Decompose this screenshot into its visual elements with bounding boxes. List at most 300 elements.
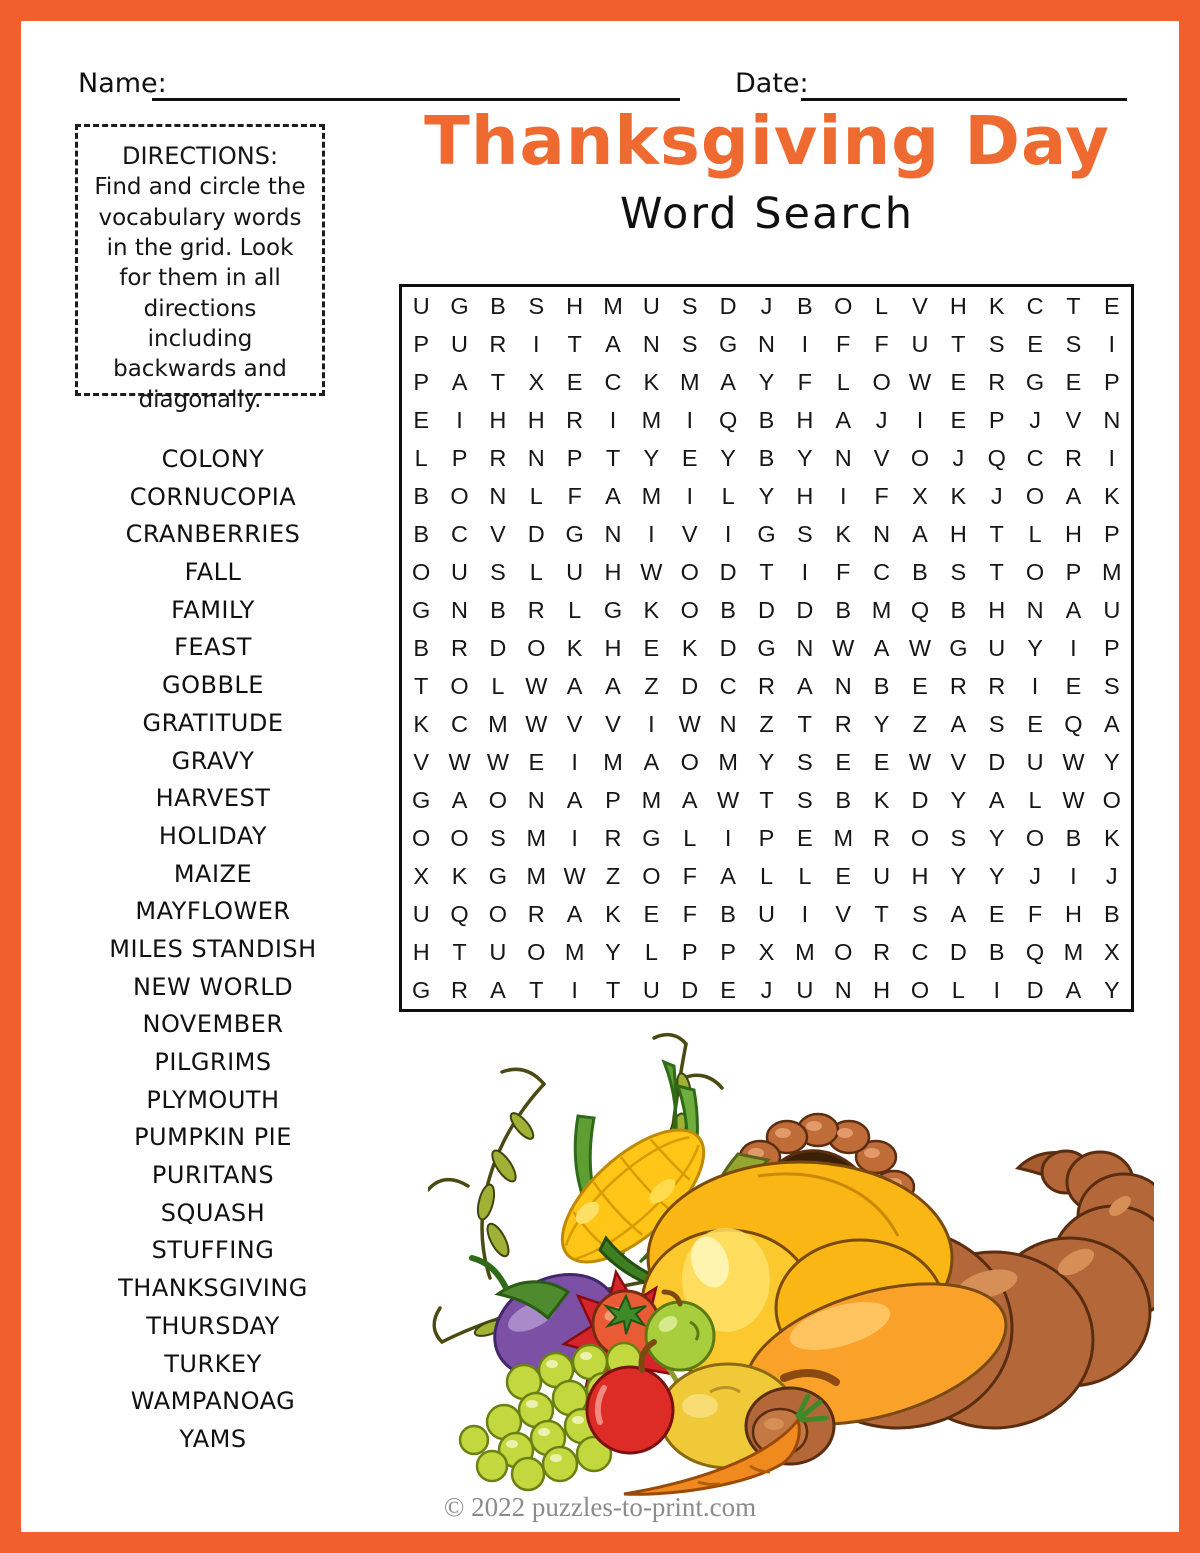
- grid-letter: Y: [720, 444, 736, 471]
- grid-letter: R: [527, 596, 545, 623]
- directions-heading: DIRECTIONS:: [121, 142, 279, 170]
- grid-letter: E: [720, 976, 736, 1003]
- grid-letter: O: [527, 634, 546, 661]
- grid-letter: F: [682, 862, 697, 889]
- grid-letter: F: [682, 900, 697, 927]
- grid-letter: P: [605, 786, 621, 813]
- grid-letter: E: [1027, 710, 1043, 737]
- grid-letter: I: [1070, 862, 1077, 889]
- grid-letter: B: [835, 596, 852, 623]
- grid-letter: N: [1026, 596, 1044, 623]
- grid-letter: I: [1070, 634, 1077, 661]
- grid-letter: M: [718, 748, 738, 775]
- grid-letter: A: [1103, 710, 1120, 737]
- grid-letter: E: [912, 672, 928, 699]
- grid-letter: G: [1025, 368, 1045, 395]
- grid-letter: A: [1065, 976, 1082, 1003]
- grid-letter: T: [797, 710, 813, 737]
- grid-letter: P: [681, 938, 698, 965]
- grid-letter: D: [719, 292, 737, 319]
- word-grid[interactable]: [399, 284, 1134, 1012]
- grid-letter: Y: [1103, 748, 1120, 775]
- grid-letter: G: [412, 596, 431, 623]
- grid-letter: M: [1063, 938, 1084, 965]
- grid-letter: O: [450, 824, 469, 851]
- grid-letter: D: [489, 634, 507, 661]
- grid-letter: Y: [797, 444, 813, 471]
- grid-letter: K: [643, 596, 660, 623]
- grid-letter: M: [833, 824, 854, 851]
- grid-letter: O: [1025, 824, 1045, 851]
- grid-letter: A: [681, 786, 698, 813]
- grid-letter: I: [648, 520, 655, 547]
- grid-letter: Z: [644, 672, 659, 699]
- grid-letter: H: [604, 558, 622, 585]
- grid-letter: K: [566, 634, 583, 661]
- grid-letter: I: [1031, 672, 1039, 699]
- grid-letter: R: [1064, 444, 1082, 471]
- grid-letter: S: [681, 292, 698, 319]
- grid-letter: Z: [759, 710, 774, 737]
- grid-letter: O: [680, 748, 699, 775]
- grid-letter: U: [988, 634, 1006, 661]
- grid-letter: K: [835, 520, 852, 547]
- grid-letter: T: [759, 786, 774, 813]
- grid-letter: I: [724, 520, 732, 547]
- grid-letter: Y: [1027, 634, 1043, 661]
- name-label: Name:: [78, 68, 167, 99]
- grid-letter: P: [1065, 558, 1082, 585]
- grid-letter: E: [950, 406, 967, 433]
- grid-letter: K: [873, 786, 890, 813]
- grid-letter: S: [528, 292, 545, 319]
- grid-letter: P: [451, 444, 468, 471]
- grid-letter: G: [949, 634, 968, 661]
- grid-letter: Y: [1103, 976, 1120, 1003]
- grid-letter: I: [571, 824, 578, 851]
- grid-letter: R: [451, 634, 469, 661]
- grid-letter: T: [529, 976, 544, 1003]
- grid-letter: J: [760, 976, 773, 1003]
- grid-letter: N: [719, 710, 737, 737]
- grid-letter: E: [681, 444, 698, 471]
- grid-letter: G: [718, 330, 738, 357]
- grid-letter: M: [641, 786, 662, 813]
- grid-letter: T: [605, 976, 621, 1003]
- grid-letter: O: [1025, 558, 1045, 585]
- word-list-item: THANKSGIVING: [118, 1274, 308, 1303]
- grid-letter: L: [721, 482, 735, 509]
- grid-letter: B: [797, 292, 813, 319]
- grid-letter: T: [414, 672, 429, 699]
- page-subtitle: Word Search: [620, 189, 914, 239]
- grid-letter: R: [489, 444, 507, 471]
- grid-letter: V: [1065, 406, 1082, 433]
- grid-letter: M: [641, 406, 662, 433]
- grid-letter: P: [988, 406, 1005, 433]
- grid-letter: T: [605, 444, 621, 471]
- grid-letter: O: [412, 558, 431, 585]
- grid-letter: B: [1065, 824, 1082, 851]
- grid-letter: D: [1026, 976, 1044, 1003]
- grid-letter: L: [798, 862, 812, 889]
- grid-letter: W: [908, 748, 932, 775]
- grid-letter: L: [1028, 520, 1042, 547]
- grid-letter: Z: [912, 710, 928, 737]
- grid-letter: M: [641, 482, 662, 509]
- grid-letter: B: [1103, 900, 1120, 927]
- grid-letter: D: [719, 558, 737, 585]
- grid-letter: I: [571, 976, 578, 1003]
- title-block: [400, 102, 1134, 239]
- word-list-item: COLONY: [161, 445, 265, 473]
- grid-letter: M: [795, 938, 815, 965]
- grid-letter: F: [874, 330, 889, 357]
- grid-letter: H: [1064, 900, 1082, 927]
- word-list-item: PURITANS: [151, 1161, 275, 1190]
- grid-letter: N: [796, 634, 814, 661]
- grid-letter: H: [1064, 520, 1082, 547]
- grid-letter: N: [489, 482, 507, 509]
- grid-letter: E: [1027, 330, 1043, 357]
- grid-letter: Y: [873, 710, 890, 737]
- grid-letter: I: [1108, 444, 1116, 471]
- grid-letter: V: [413, 748, 430, 775]
- grid-letter: E: [528, 748, 545, 775]
- grid-letter: U: [1103, 596, 1121, 623]
- grid-letter: O: [488, 786, 508, 813]
- grid-letter: A: [912, 520, 928, 547]
- grid-letter: W: [832, 634, 855, 661]
- grid-letter: U: [642, 976, 660, 1003]
- grid-letter: P: [413, 368, 430, 395]
- grid-letter: B: [413, 482, 430, 509]
- grid-letter: D: [911, 786, 929, 813]
- grid-letter: L: [529, 558, 543, 585]
- grid-letter: O: [910, 444, 930, 471]
- word-list-item: FEAST: [174, 633, 252, 662]
- grid-letter: J: [952, 444, 965, 471]
- grid-letter: W: [717, 786, 740, 813]
- grid-letter: S: [1065, 330, 1082, 357]
- grid-letter: Y: [988, 862, 1005, 889]
- grid-letter: B: [758, 444, 775, 471]
- grid-letter: B: [490, 292, 506, 319]
- grid-letter: W: [448, 748, 471, 775]
- grid-letter: O: [834, 292, 853, 319]
- grid-letter: I: [801, 558, 809, 585]
- grid-letter: W: [1062, 748, 1085, 775]
- grid-letter: S: [797, 748, 813, 775]
- grid-letter: S: [681, 330, 698, 357]
- grid-letter: D: [681, 672, 699, 699]
- grid-letter: I: [609, 406, 617, 433]
- grid-letter: N: [758, 330, 775, 357]
- grid-letter: J: [875, 406, 888, 433]
- grid-letter: O: [450, 672, 469, 699]
- grid-letter: Q: [987, 444, 1006, 471]
- grid-letter: G: [642, 824, 661, 851]
- grid-letter: E: [1103, 292, 1120, 319]
- grid-letter: R: [566, 406, 584, 433]
- grid-letter: O: [450, 482, 469, 509]
- grid-letter: H: [949, 520, 967, 547]
- grid-letter: C: [604, 368, 622, 395]
- grid-letter: R: [758, 672, 775, 699]
- word-list-item: NOVEMBER: [142, 1010, 284, 1039]
- name-blank-line[interactable]: [152, 97, 680, 101]
- grid-letter: T: [490, 368, 506, 395]
- grid-letter: N: [604, 520, 622, 547]
- grid-letter: D: [949, 938, 967, 965]
- grid-letter: U: [451, 558, 469, 585]
- grid-letter: L: [951, 976, 965, 1003]
- grid-letter: S: [797, 520, 813, 547]
- grid-letter: N: [527, 786, 545, 813]
- grid-letter: Q: [910, 596, 930, 623]
- grid-letter: A: [1065, 482, 1082, 509]
- grid-letter: T: [989, 520, 1004, 547]
- grid-letter: W: [525, 710, 548, 737]
- grid-letter: S: [797, 786, 813, 813]
- grid-letter: V: [605, 710, 621, 737]
- grid-letter: S: [988, 330, 1005, 357]
- grid-letter: A: [605, 330, 621, 357]
- grid-letter: N: [1103, 406, 1121, 433]
- word-list-item: YAMS: [179, 1424, 247, 1453]
- grid-letter: H: [796, 482, 814, 509]
- word-list-item: HARVEST: [155, 784, 271, 813]
- grid-letter: X: [413, 862, 430, 889]
- grid-letter: G: [412, 976, 431, 1003]
- grid-letter: X: [912, 482, 928, 509]
- grid-letter: U: [873, 862, 891, 889]
- grid-letter: O: [680, 596, 699, 623]
- grid-letter: R: [988, 672, 1006, 699]
- grid-letter: A: [566, 900, 583, 927]
- grid-letter: B: [720, 900, 736, 927]
- grid-letter: R: [949, 672, 967, 699]
- word-list-item: STUFFING: [151, 1236, 275, 1265]
- grid-letter: A: [490, 976, 506, 1003]
- grid-letter: P: [1103, 368, 1120, 395]
- grid-letter: A: [605, 672, 621, 699]
- grid-letter: Y: [758, 748, 775, 775]
- grid-letter: I: [801, 330, 809, 357]
- grid-letter: G: [603, 596, 623, 623]
- grid-letter: Y: [758, 482, 775, 509]
- grid-letter: D: [988, 748, 1006, 775]
- grid-letter: H: [988, 596, 1006, 623]
- grid-letter: W: [678, 710, 701, 737]
- grid-letter: A: [950, 900, 967, 927]
- grid-letter: B: [720, 596, 736, 623]
- word-list-item: GRATITUDE: [142, 708, 284, 737]
- grid-letter: B: [988, 938, 1005, 965]
- grid-letter: A: [720, 862, 736, 889]
- grid-letter: W: [1062, 786, 1085, 813]
- grid-letter: J: [760, 292, 773, 319]
- grid-letter: Y: [950, 786, 967, 813]
- grid-letter: F: [836, 558, 851, 585]
- grid-letter: V: [835, 900, 852, 927]
- grid-letter: P: [1103, 520, 1120, 547]
- grid-letter: V: [566, 710, 583, 737]
- grid-letter: L: [414, 444, 428, 471]
- grid-letter: E: [1065, 368, 1082, 395]
- directions-body: Find and circle the vocabulary words in the grid. Look for them in all directions including backwards and diagonally.: [94, 174, 306, 413]
- grid-letter: O: [910, 824, 930, 851]
- grid-letter: F: [567, 482, 582, 509]
- grid-letter: H: [873, 976, 891, 1003]
- grid-letter: J: [1029, 862, 1041, 889]
- grid-letter: T: [567, 330, 582, 357]
- grid-letter: N: [834, 444, 852, 471]
- grid-letter: U: [758, 900, 775, 927]
- grid-letter: O: [1102, 786, 1121, 813]
- grid-letter: T: [951, 330, 966, 357]
- grid-letter: B: [413, 634, 430, 661]
- grid-letter: D: [758, 596, 775, 623]
- grid-letter: R: [988, 368, 1006, 395]
- grid-letter: W: [908, 634, 932, 661]
- grid-letter: U: [412, 292, 430, 319]
- grid-letter: B: [950, 596, 967, 623]
- grid-letter: C: [719, 672, 737, 699]
- grid-letter: R: [873, 938, 891, 965]
- word-list: [40, 441, 386, 1459]
- grid-letter: P: [1103, 634, 1120, 661]
- grid-letter: Y: [988, 824, 1005, 851]
- word-list-item: NEW WORLD: [132, 972, 294, 1001]
- grid-letter: A: [605, 482, 621, 509]
- grid-letter: H: [412, 938, 430, 965]
- grid-letter: M: [1102, 558, 1122, 585]
- grid-letter: I: [571, 748, 578, 775]
- copyright-text: © 2022 puzzles-to-print.com: [443, 1492, 757, 1522]
- grid-letter: Z: [605, 862, 621, 889]
- grid-letter: A: [988, 786, 1005, 813]
- grid-letter: Y: [950, 862, 967, 889]
- word-list-item: MAIZE: [173, 859, 253, 888]
- grid-letter: F: [1027, 900, 1043, 927]
- page-title: Thanksgiving Day: [424, 102, 1110, 180]
- grid-letter: C: [873, 558, 891, 585]
- grid-letter: B: [490, 596, 506, 623]
- grid-letter: W: [525, 672, 548, 699]
- grid-letter: A: [835, 406, 852, 433]
- grid-letter: O: [412, 824, 431, 851]
- grid-letter: L: [568, 596, 582, 623]
- word-list-item: SQUASH: [160, 1198, 266, 1227]
- grid-letter: J: [990, 482, 1003, 509]
- word-list-item: PILGRIMS: [154, 1048, 272, 1076]
- grid-letter: R: [834, 710, 852, 737]
- grid-letter: T: [452, 938, 467, 965]
- grid-letter: K: [643, 368, 660, 395]
- grid-letter: L: [683, 824, 697, 851]
- grid-letter: I: [724, 824, 732, 851]
- grid-letter: G: [565, 520, 584, 547]
- grid-letter: M: [488, 710, 508, 737]
- grid-letter: L: [1028, 786, 1042, 813]
- grid-letter: I: [456, 406, 463, 433]
- grid-letter: T: [989, 558, 1004, 585]
- grid-letter: F: [797, 368, 813, 395]
- grid-letter: O: [872, 368, 891, 395]
- grid-letter: U: [489, 938, 507, 965]
- grid-letter: G: [757, 634, 776, 661]
- grid-letter: A: [566, 786, 583, 813]
- grid-letter: X: [528, 368, 545, 395]
- grid-letter: O: [642, 862, 661, 889]
- grid-letter: N: [642, 330, 660, 357]
- grid-letter: N: [451, 596, 469, 623]
- grid-letter: E: [643, 634, 660, 661]
- grid-letter: X: [758, 938, 775, 965]
- grid-letter: V: [873, 444, 890, 471]
- grid-letter: E: [566, 368, 583, 395]
- grid-letter: W: [563, 862, 586, 889]
- grid-letter: V: [912, 292, 928, 319]
- grid-letter: I: [533, 330, 540, 357]
- grid-letter: K: [1103, 482, 1120, 509]
- word-list-item: MILES STANDISH: [109, 934, 317, 963]
- grid-letter: A: [451, 786, 468, 813]
- grid-letter: V: [490, 520, 506, 547]
- date-blank-line[interactable]: [801, 97, 1127, 101]
- grid-letter: S: [950, 824, 967, 851]
- word-list-item: CORNUCOPIA: [129, 482, 297, 511]
- grid-letter: J: [1029, 406, 1041, 433]
- grid-letter: P: [758, 824, 775, 851]
- grid-letter: K: [605, 900, 621, 927]
- grid-letter: D: [796, 596, 814, 623]
- grid-letter: S: [490, 824, 506, 851]
- grid-letter: L: [875, 292, 889, 319]
- grid-letter: E: [797, 824, 813, 851]
- word-list-item: TURKEY: [164, 1349, 262, 1378]
- grid-letter: T: [759, 558, 774, 585]
- grid-letter: Y: [643, 444, 660, 471]
- grid-letter: A: [566, 672, 583, 699]
- grid-letter: G: [412, 786, 431, 813]
- grid-letter: L: [529, 482, 543, 509]
- grid-letter: F: [836, 330, 851, 357]
- grid-letter: S: [490, 558, 506, 585]
- grid-letter: E: [835, 862, 852, 889]
- grid-letter: G: [450, 292, 469, 319]
- grid-letter: M: [871, 596, 892, 623]
- grid-letter: R: [873, 824, 891, 851]
- grid-letter: B: [873, 672, 890, 699]
- word-list-item: GOBBLE: [162, 671, 264, 700]
- grid-letter: N: [527, 444, 545, 471]
- cornucopia-illustration: [428, 1026, 1154, 1500]
- grid-letter: M: [526, 824, 547, 851]
- grid-letter: L: [836, 368, 850, 395]
- grid-letter: E: [873, 748, 890, 775]
- grid-letter: U: [642, 292, 660, 319]
- word-list-item: WAMPANOAG: [130, 1387, 296, 1416]
- grid-letter: Q: [718, 406, 738, 433]
- grid-letter: E: [643, 900, 660, 927]
- grid-letter: I: [993, 976, 1000, 1003]
- grid-letter: Q: [450, 900, 469, 927]
- grid-letter: I: [686, 482, 694, 509]
- grid-letter: G: [488, 862, 508, 889]
- grid-letter: H: [911, 862, 929, 889]
